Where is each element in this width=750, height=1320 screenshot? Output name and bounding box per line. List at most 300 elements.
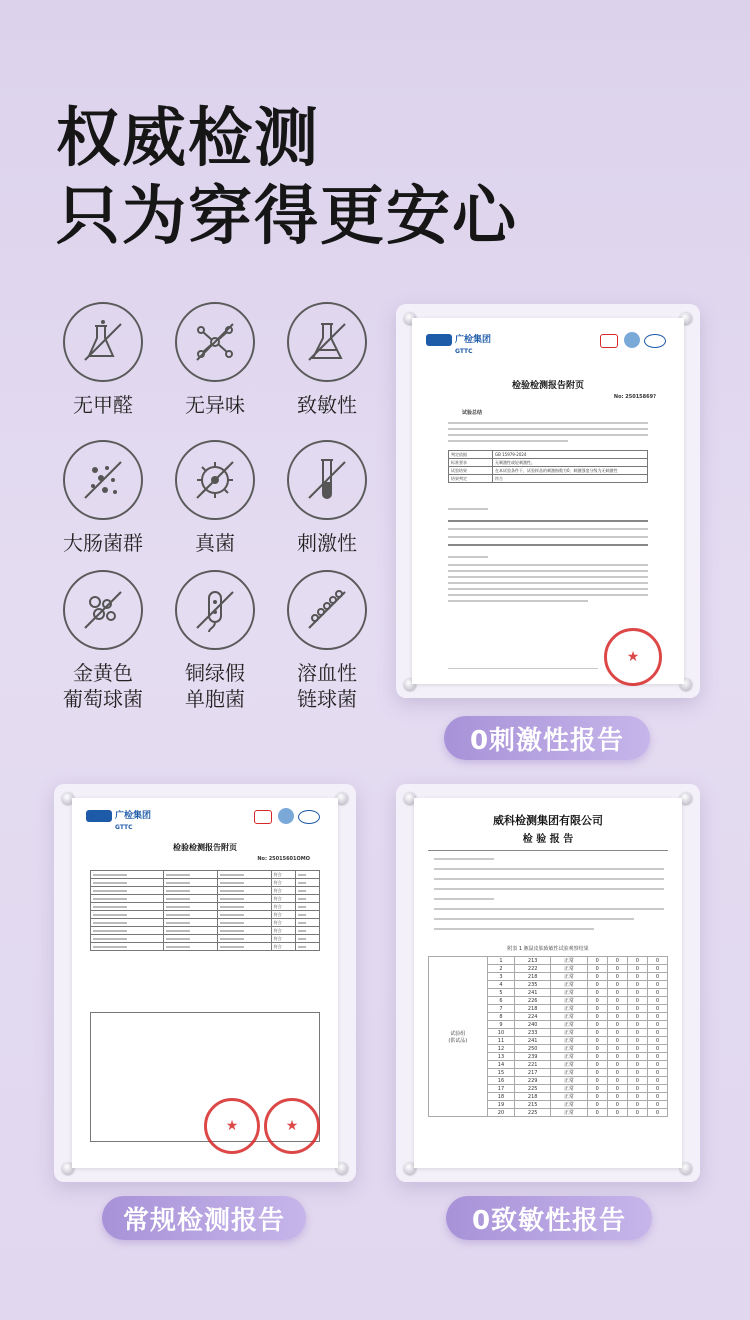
text-line (448, 422, 648, 424)
score: 0 (647, 973, 667, 981)
text-line (448, 594, 648, 596)
animal-id: 12 (487, 1045, 515, 1053)
animal-id: 14 (487, 1061, 515, 1069)
score: 0 (647, 1101, 667, 1109)
state: 正常 (550, 1053, 587, 1061)
score: 0 (587, 1029, 607, 1037)
table-cell (91, 919, 164, 927)
text-line (434, 858, 494, 860)
score: 0 (587, 981, 607, 989)
state: 正常 (550, 997, 587, 1005)
icon-label: 真菌 (195, 531, 235, 555)
icon-irritation (272, 440, 382, 556)
table-cell (217, 935, 271, 943)
animal-id: 20 (487, 1109, 515, 1117)
table-cell (91, 879, 164, 887)
animal-id: 18 (487, 1093, 515, 1101)
brand-sub: GTTC (455, 347, 473, 355)
red-seal-stamp: ★ (604, 628, 662, 686)
hero-line-1: 权威检测 (56, 102, 320, 176)
report-title: 检验检测报告附页 (511, 381, 584, 391)
weight: 225 (515, 1109, 551, 1117)
sensitization-report-pill[interactable]: 0致敏性报告 (446, 1196, 652, 1240)
score: 0 (647, 1077, 667, 1085)
score: 0 (627, 1037, 647, 1045)
hero-line-2: 只为穿得更安心 (56, 180, 518, 254)
table-cell (91, 927, 164, 935)
icon-label-line: 链球菌 (297, 687, 357, 711)
animal-id: 8 (487, 1013, 515, 1021)
rule (428, 850, 668, 851)
table-cell (295, 919, 319, 927)
table-cell (91, 871, 164, 879)
icon-label (48, 660, 158, 712)
table-row (449, 467, 648, 475)
score: 0 (607, 965, 627, 973)
score: 0 (607, 1109, 627, 1117)
summary-table (448, 450, 648, 483)
text-line (434, 888, 664, 890)
table-cell (217, 895, 271, 903)
state: 正常 (550, 1037, 587, 1045)
text-line (448, 570, 648, 572)
score: 0 (627, 1021, 647, 1029)
table-cell (163, 935, 217, 943)
score: 0 (627, 1045, 647, 1053)
icon-label (272, 660, 382, 712)
table-cell (163, 927, 217, 935)
gttc-logo (426, 332, 491, 356)
text-line (448, 556, 488, 558)
score: 0 (627, 997, 647, 1005)
table-cell (163, 919, 217, 927)
state: 正常 (550, 1077, 587, 1085)
result-cell: 符合 (271, 911, 295, 919)
weight: 241 (515, 989, 551, 997)
icon-label-line: 单胞菌 (185, 687, 245, 711)
icon-label: 致敏性 (297, 393, 357, 417)
score: 0 (607, 1101, 627, 1109)
text-line (434, 918, 634, 920)
score: 0 (647, 1085, 667, 1093)
score: 0 (607, 997, 627, 1005)
table-cell (91, 943, 164, 951)
score: 0 (627, 1085, 647, 1093)
score: 0 (607, 1093, 627, 1101)
report-number: No: 25015601OMO (257, 856, 310, 862)
weight: 217 (515, 1069, 551, 1077)
score: 0 (647, 1029, 667, 1037)
cert-marks-icon (254, 808, 324, 828)
score: 0 (587, 1037, 607, 1045)
state: 正常 (550, 1069, 587, 1077)
cert-marks-icon (600, 332, 670, 352)
score: 0 (647, 1021, 667, 1029)
report-sheet (414, 798, 682, 1168)
animal-id: 15 (487, 1069, 515, 1077)
result-cell: 符合 (271, 903, 295, 911)
row-label: 判定依据 (449, 451, 493, 459)
routine-report-pill[interactable]: 常规检测报告 (102, 1196, 306, 1240)
table-cell (217, 871, 271, 879)
table-cell (295, 871, 319, 879)
cocci-icon (63, 570, 143, 650)
score: 0 (647, 1069, 667, 1077)
report-title: 检验检测报告附页 (173, 843, 237, 852)
row-value: GB 15979-2024 (493, 451, 648, 459)
table-cell (163, 911, 217, 919)
score: 0 (607, 981, 627, 989)
score: 0 (587, 1109, 607, 1117)
score: 0 (587, 965, 607, 973)
text-line (448, 588, 648, 590)
score: 0 (587, 1085, 607, 1093)
rule (448, 520, 648, 522)
row-value: 在本试验条件下，试验样品的刺激指数为0，刺激强度分级为无刺激性 (493, 467, 648, 475)
icon-pseudomonas (160, 570, 270, 712)
section-heading: 试验总结 (462, 410, 483, 416)
text-line (448, 576, 648, 578)
text-line (434, 868, 664, 870)
score: 0 (627, 957, 647, 965)
group-label: 试验组 (450, 1030, 466, 1037)
weight: 213 (515, 957, 551, 965)
animal-id: 19 (487, 1101, 515, 1109)
score: 0 (647, 1061, 667, 1069)
footer-line (448, 668, 598, 669)
state: 正常 (550, 1021, 587, 1029)
text-line (448, 428, 648, 430)
state: 正常 (550, 1101, 587, 1109)
score: 0 (607, 1077, 627, 1085)
weight: 218 (515, 1005, 551, 1013)
brand-name: 广检集团 (455, 335, 492, 345)
score: 0 (587, 1101, 607, 1109)
score: 0 (587, 1021, 607, 1029)
red-seal-stamp: ★ (204, 1098, 260, 1154)
score: 0 (607, 1069, 627, 1077)
score: 0 (587, 1093, 607, 1101)
table-cell (295, 895, 319, 903)
table-row (91, 887, 320, 895)
rule (448, 544, 648, 546)
weight: 235 (515, 981, 551, 989)
beaker-no-icon (287, 302, 367, 382)
text-line (448, 600, 588, 602)
score: 0 (627, 1093, 647, 1101)
animal-id: 7 (487, 1005, 515, 1013)
weight: 215 (515, 1101, 551, 1109)
score: 0 (627, 1077, 647, 1085)
score: 0 (587, 1005, 607, 1013)
weight: 222 (515, 965, 551, 973)
state: 正常 (550, 1029, 587, 1037)
animal-id: 11 (487, 1037, 515, 1045)
icon-label: 无异味 (185, 393, 245, 417)
state: 正常 (550, 1093, 587, 1101)
weight: 225 (515, 1085, 551, 1093)
sensitization-report-card[interactable] (396, 784, 700, 1182)
table-row (91, 871, 320, 879)
table-row (91, 903, 320, 911)
routine-results-table (90, 870, 320, 951)
table-cell (91, 887, 164, 895)
weight: 221 (515, 1061, 551, 1069)
table-row (449, 459, 648, 467)
table-cell (295, 911, 319, 919)
score: 0 (607, 1061, 627, 1069)
score: 0 (607, 1085, 627, 1093)
icon-label (160, 660, 270, 712)
score: 0 (587, 1045, 607, 1053)
score: 0 (647, 989, 667, 997)
text-line (448, 440, 568, 442)
score: 0 (587, 1061, 607, 1069)
score: 0 (627, 989, 647, 997)
score: 0 (627, 1061, 647, 1069)
score: 0 (587, 1077, 607, 1085)
table-cell (91, 903, 164, 911)
icon-fungi (160, 440, 270, 556)
table-row (449, 475, 648, 483)
score: 0 (647, 1005, 667, 1013)
score: 0 (607, 1005, 627, 1013)
text-line (434, 928, 594, 930)
table-row (91, 895, 320, 903)
weight: 226 (515, 997, 551, 1005)
bacillus-icon (175, 570, 255, 650)
table-cell (217, 919, 271, 927)
score: 0 (647, 1037, 667, 1045)
state: 正常 (550, 965, 587, 973)
table-cell (217, 943, 271, 951)
table-cell (163, 903, 217, 911)
animal-id: 10 (487, 1029, 515, 1037)
group-cell (429, 957, 488, 1117)
brand-name: 广检集团 (115, 811, 152, 821)
score: 0 (627, 973, 647, 981)
weight: 239 (515, 1053, 551, 1061)
table-cell (91, 911, 164, 919)
result-cell: 符合 (271, 927, 295, 935)
score: 0 (647, 1045, 667, 1053)
irritation-report-pill[interactable]: 0刺激性报告 (444, 716, 650, 760)
animal-id: 16 (487, 1077, 515, 1085)
result-cell: 符合 (271, 919, 295, 927)
score: 0 (607, 957, 627, 965)
state: 正常 (550, 1109, 587, 1117)
text-line (448, 564, 648, 566)
score: 0 (587, 1053, 607, 1061)
table-cell (163, 879, 217, 887)
animal-id: 5 (487, 989, 515, 997)
result-cell: 符合 (271, 895, 295, 903)
score: 0 (647, 1093, 667, 1101)
score: 0 (647, 1013, 667, 1021)
table-cell (295, 935, 319, 943)
icon-label-line: 葡萄球菌 (63, 687, 143, 711)
icon-label-line: 金黄色 (73, 661, 133, 685)
icon-staph (48, 570, 158, 712)
score: 0 (647, 997, 667, 1005)
table-row (91, 927, 320, 935)
table-cell (217, 927, 271, 935)
table-cell (217, 887, 271, 895)
score: 0 (627, 1029, 647, 1037)
table-row (91, 879, 320, 887)
state: 正常 (550, 1005, 587, 1013)
weight: 240 (515, 1021, 551, 1029)
result-cell: 符合 (271, 943, 295, 951)
gttc-logo (86, 808, 151, 832)
score: 0 (627, 1053, 647, 1061)
text-line (434, 898, 494, 900)
table-cell (163, 871, 217, 879)
icon-label-line: 铜绿假 (185, 661, 245, 685)
row-value: 无刺激性或轻刺激性。 (493, 459, 648, 467)
table-row (91, 935, 320, 943)
score: 0 (647, 1109, 667, 1117)
table-cell (91, 895, 164, 903)
sensitization-table (428, 956, 668, 1117)
table-cell (217, 879, 271, 887)
text-line (448, 528, 648, 530)
table-row (91, 919, 320, 927)
score: 0 (587, 989, 607, 997)
bacteria-dots-icon (63, 440, 143, 520)
strep-chain-icon (287, 570, 367, 650)
score: 0 (607, 989, 627, 997)
score: 0 (627, 1013, 647, 1021)
score: 0 (607, 1053, 627, 1061)
text-line (448, 508, 488, 510)
state: 正常 (550, 973, 587, 981)
animal-id: 9 (487, 1021, 515, 1029)
row-label: 标准要求 (449, 459, 493, 467)
table-cell (295, 943, 319, 951)
animal-id: 4 (487, 981, 515, 989)
test-tube-icon (287, 440, 367, 520)
score: 0 (587, 973, 607, 981)
report-sheet (72, 798, 338, 1168)
text-line (448, 582, 648, 584)
score: 0 (647, 981, 667, 989)
weight: 241 (515, 1037, 551, 1045)
table-cell (217, 903, 271, 911)
state: 正常 (550, 1085, 587, 1093)
text-line (448, 434, 648, 436)
weight: 224 (515, 1013, 551, 1021)
score: 0 (607, 973, 627, 981)
animal-id: 3 (487, 973, 515, 981)
table-cell (295, 879, 319, 887)
score: 0 (607, 1037, 627, 1045)
text-line (434, 878, 664, 880)
group-sub: (供试品) (448, 1037, 468, 1044)
table-cell (163, 943, 217, 951)
icon-formaldehyde (48, 302, 158, 418)
table-row (91, 943, 320, 951)
table-cell (163, 895, 217, 903)
score: 0 (647, 965, 667, 973)
result-cell: 符合 (271, 871, 295, 879)
icon-strep (272, 570, 382, 712)
state: 正常 (550, 1013, 587, 1021)
flask-no-icon (63, 302, 143, 382)
icon-label: 大肠菌群 (63, 531, 143, 555)
score: 0 (627, 1069, 647, 1077)
weight: 250 (515, 1045, 551, 1053)
score: 0 (587, 957, 607, 965)
weight: 233 (515, 1029, 551, 1037)
weight: 218 (515, 973, 551, 981)
score: 0 (607, 1045, 627, 1053)
table-row (91, 911, 320, 919)
score: 0 (627, 965, 647, 973)
result-cell: 符合 (271, 879, 295, 887)
score: 0 (607, 1021, 627, 1029)
result-cell: 符合 (271, 935, 295, 943)
table-row (449, 451, 648, 459)
state: 正常 (550, 957, 587, 965)
routine-report-card[interactable] (54, 784, 356, 1182)
animal-id: 17 (487, 1085, 515, 1093)
brand-sub: GTTC (115, 823, 133, 831)
icon-label-line: 溶血性 (297, 661, 357, 685)
score: 0 (587, 1069, 607, 1077)
icon-label: 刺激性 (297, 531, 357, 555)
result-cell: 符合 (271, 887, 295, 895)
table-cell (295, 887, 319, 895)
icon-coliform (48, 440, 158, 556)
score: 0 (647, 1053, 667, 1061)
weight: 218 (515, 1093, 551, 1101)
table-title: 附表 1 豚鼠皮肤致敏性试验观察结果 (507, 946, 589, 952)
fungus-cell-icon (175, 440, 255, 520)
score: 0 (607, 1029, 627, 1037)
table-cell (295, 903, 319, 911)
score: 0 (627, 981, 647, 989)
score: 0 (587, 997, 607, 1005)
animal-id: 13 (487, 1053, 515, 1061)
molecule-no-icon (175, 302, 255, 382)
icon-odor (160, 302, 270, 418)
table-row (429, 957, 668, 965)
report-number: No: 25015869? (613, 394, 656, 400)
state: 正常 (550, 989, 587, 997)
score: 0 (587, 1013, 607, 1021)
state: 正常 (550, 981, 587, 989)
irritation-report-card[interactable] (396, 304, 700, 698)
state: 正常 (550, 1061, 587, 1069)
state: 正常 (550, 1045, 587, 1053)
icon-sensitization (272, 302, 382, 418)
animal-id: 2 (487, 965, 515, 973)
report-title: 检 验 报 告 (522, 834, 574, 845)
row-label: 结果判定 (449, 475, 493, 483)
row-label: 试验结果 (449, 467, 493, 475)
row-value: 符合 (493, 475, 648, 483)
text-line (448, 536, 648, 538)
text-line (434, 908, 664, 910)
score: 0 (627, 1109, 647, 1117)
score: 0 (647, 957, 667, 965)
hero-title (56, 100, 518, 256)
weight: 229 (515, 1077, 551, 1085)
score: 0 (627, 1005, 647, 1013)
animal-id: 1 (487, 957, 515, 965)
animal-id: 6 (487, 997, 515, 1005)
